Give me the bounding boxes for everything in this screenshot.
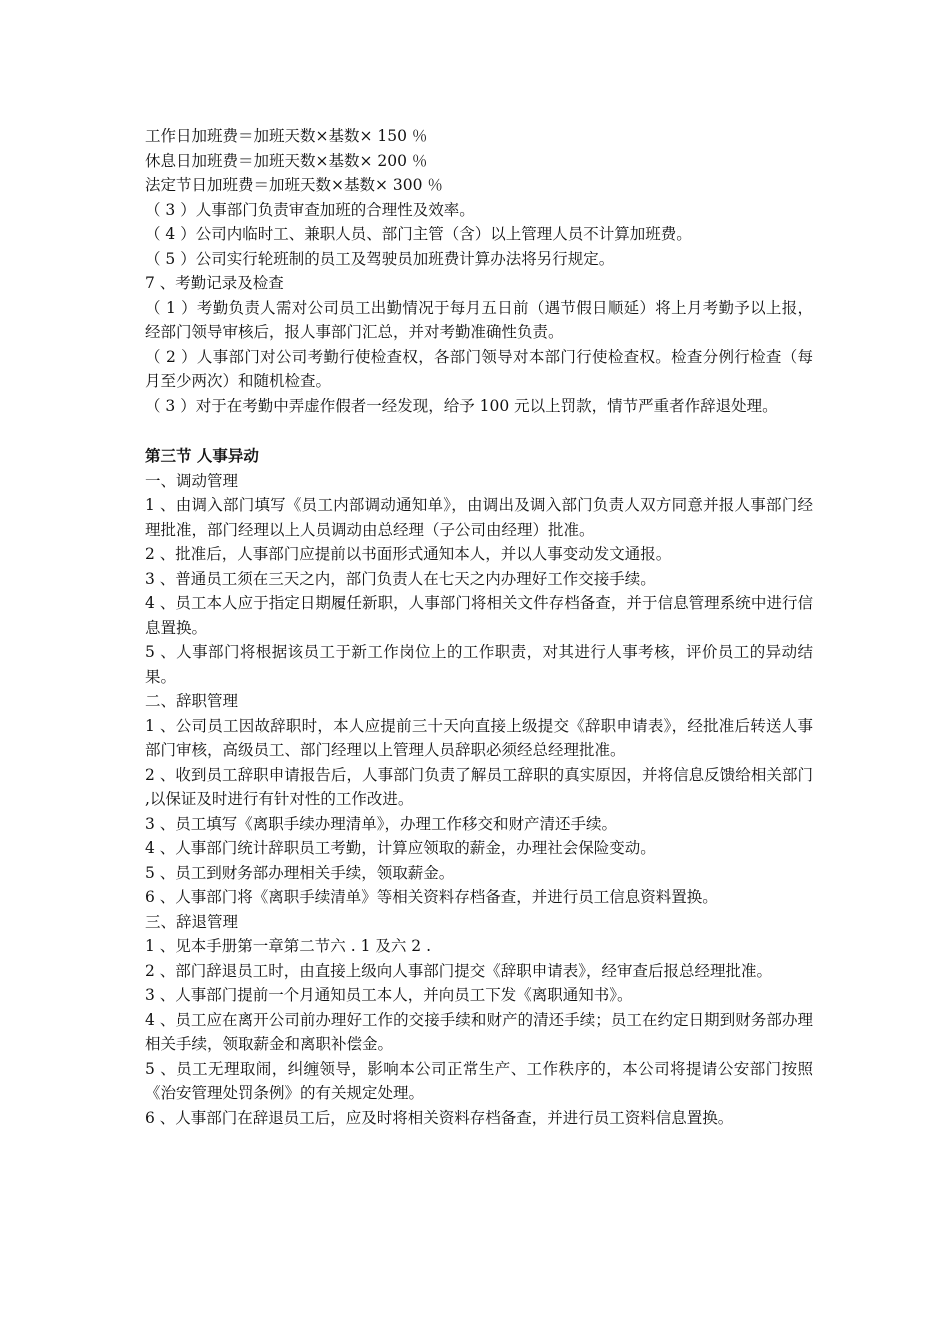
dismissal-item: 4 、员工应在离开公司前办理好工作的交接手续和财产的清还手续；员工在约定日期到财务部办理相关手续，领取薪金和离职补偿金。 <box>145 1010 813 1053</box>
overtime-item-5: （ 5 ）公司实行轮班制的员工及驾驶员加班费计算办法将另行规定。 <box>145 249 615 268</box>
resignation-item: 6 、人事部门将《离职手续清单》等相关资料存档备查，并进行员工信息资料置换。 <box>145 888 718 906</box>
overtime-item-3: （ 3 ）人事部门负责审查加班的合理性及效率。 <box>145 200 475 219</box>
resignation-title: 二、辞职管理 <box>145 692 239 710</box>
attendance-title: 7 、考勤记录及检查 <box>145 274 284 292</box>
attendance-item-1: （ 1 ）考勤负责人需对公司员工出勤情况于每月五日前（遇节假日顺延）将上月考勤予以上报，经部门领导审核后，报人事部门汇总，并对考勤准确性负责。 <box>145 298 813 341</box>
dismissal-item: 6 、人事部门在辞退员工后，应及时将相关资料存档备查，并进行员工资料信息置换。 <box>145 1108 734 1127</box>
dismissal-title: 三、辞退管理 <box>145 912 239 931</box>
overtime-restday-formula: 休息日加班费＝加班天数×基数× 200 ％ <box>145 151 428 170</box>
resignation-item: 2 、收到员工辞职申请报告后，人事部门负责了解员工辞职的真实原因，并将信息反馈给相关部门 ,以保证及时进行有针对性的工作改进。 <box>145 765 813 808</box>
dismissal-item: 5 、员工无理取闹，纠缠领导，影响本公司正常生产、工作秩序的，本公司将提请公安部门按照《治安管理处罚条例》的有关规定处理。 <box>145 1059 813 1102</box>
resignation-item: 5 、员工到财务部办理相关手续，领取薪金。 <box>145 863 455 882</box>
overtime-holiday-formula: 法定节日加班费＝加班天数×基数× 300 ％ <box>145 176 443 194</box>
resignation-item: 4 、人事部门统计辞职员工考勤，计算应领取的薪金，办理社会保险变动。 <box>145 839 656 857</box>
overtime-item-4: （ 4 ）公司内临时工、兼职人员、部门主管（含）以上管理人员不计算加班费。 <box>145 225 692 243</box>
section-heading: 第三节 人事异动 <box>145 446 259 465</box>
transfer-item: 2 、批准后，人事部门应提前以书面形式通知本人，并以人事变动发文通报。 <box>145 545 672 563</box>
transfer-item: 4 、员工本人应于指定日期履任新职，人事部门将相关文件存档备查，并于信息管理系统中进行信息置换。 <box>145 594 813 637</box>
resignation-item: 3 、员工填写《离职手续办理清单》，办理工作移交和财产清还手续。 <box>145 814 618 833</box>
transfer-item: 3 、普通员工须在三天之内，部门负责人在七天之内办理好工作交接手续。 <box>145 569 656 588</box>
dismissal-item: 1 、见本手册第一章第二节六 . 1 及六 2 . <box>145 937 432 955</box>
attendance-item-2: （ 2 ）人事部门对公司考勤行使检查权，各部门领导对本部门行使检查权。检查分例行检查（每月至少两次）和随机检查。 <box>145 347 813 390</box>
attendance-item-3: （ 3 ）对于在考勤中弄虚作假者一经发现，给予 100 元以上罚款，情节严重者作辞退处理。 <box>145 396 778 415</box>
dismissal-item: 2 、部门辞退员工时，由直接上级向人事部门提交《辞职申请表》，经审查后报总经理批准。 <box>145 961 773 980</box>
transfer-item: 1 、由调入部门填写《员工内部调动通知单》，由调出及调入部门负责人双方同意并报人事部门经理批准，部门经理以上人员调动由总经理（子公司由经理）批准。 <box>145 496 813 539</box>
transfer-item: 5 、人事部门将根据该员工于新工作岗位上的工作职责，对其进行人事考核，评价员工的异动结果。 <box>145 643 813 686</box>
overtime-workday-formula: 工作日加班费＝加班天数×基数× 150 ％ <box>145 127 428 145</box>
transfer-title: 一、调动管理 <box>145 471 239 490</box>
dismissal-item: 3 、人事部门提前一个月通知员工本人，并向员工下发《离职通知书》。 <box>145 986 633 1004</box>
resignation-item: 1 、公司员工因故辞职时，本人应提前三十天向直接上级提交《辞职申请表》，经批准后转送人事部门审核，高级员工、部门经理以上管理人员辞职必须经总经理批准。 <box>145 716 813 759</box>
document-body <box>145 124 813 1130</box>
